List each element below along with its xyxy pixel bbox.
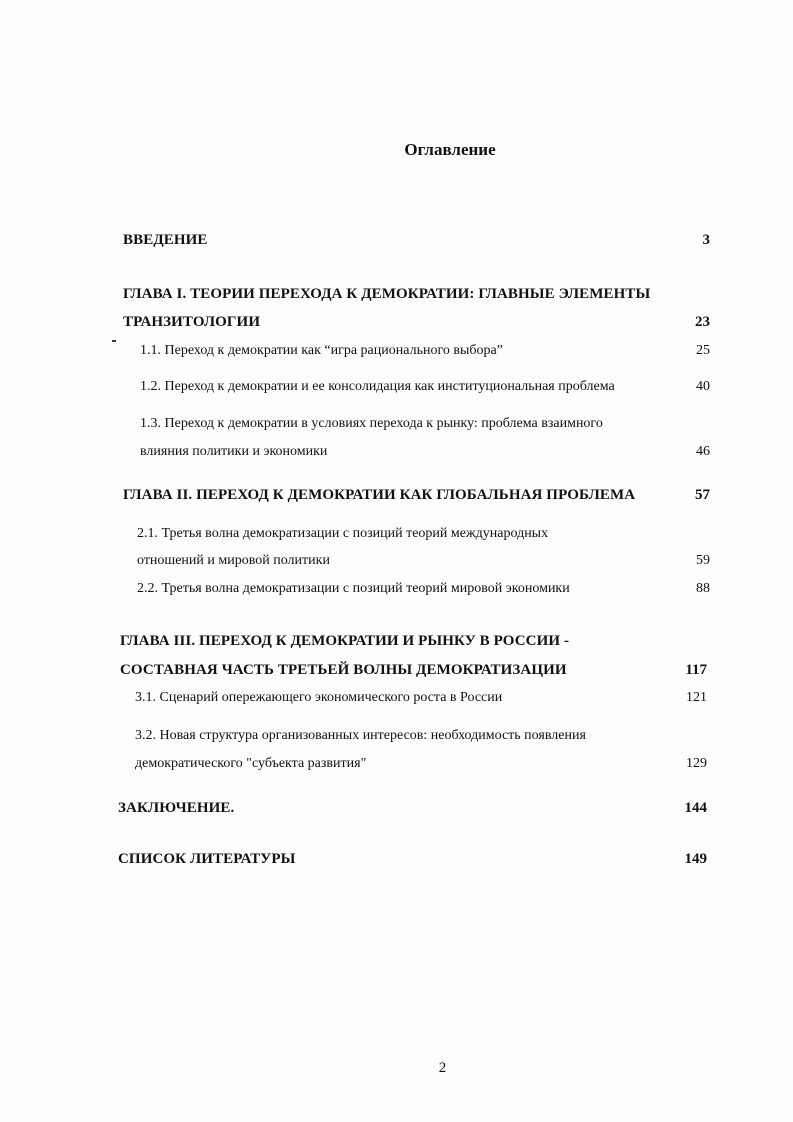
toc-chapter2-label: ГЛАВА II. ПЕРЕХОД К ДЕМОКРАТИИ КАК ГЛОБАЛЬНАЯ ПРОБЛЕМА [123,487,636,503]
toc-section-3-1-page: 121 [686,690,707,705]
toc-section-2-2-label: 2.2. Третья волна демократизации с позиций теорий мировой экономики [137,581,570,596]
toc-references-label: СПИСОК ЛИТЕРАТУРЫ [118,851,296,867]
toc-section-1-3-line2: влияния политики и экономики [140,444,328,459]
toc-section-3-2-line1: 3.2. Новая структура организованных интересов: необходимость появления [135,728,586,743]
toc-chapter3-line1: ГЛАВА III. ПЕРЕХОД К ДЕМОКРАТИИ И РЫНКУ В РОССИИ - [120,633,570,649]
toc-section-3-2-page: 129 [686,756,707,771]
toc-section-1-1-label: 1.1. Переход к демократии как “игра рационального выбора” [140,343,503,358]
toc-section-2-1-line1: 2.1. Третья волна демократизации с позиций теорий международных [137,526,549,541]
toc-section-1-3-page: 46 [696,444,710,459]
toc-chapter1-line2: ТРАНЗИТОЛОГИИ [123,314,261,330]
page-number: 2 [438,1060,447,1076]
toc-chapter3-line2: СОСТАВНАЯ ЧАСТЬ ТРЕТЬЕЙ ВОЛНЫ ДЕМОКРАТИЗАЦИИ [120,662,567,678]
toc-section-2-1-page: 59 [696,553,710,568]
toc-section-1-1-page: 25 [696,343,710,358]
toc-section-3-2-line2: демократического "субъекта развития" [135,756,367,771]
toc-section-2-1-line2: отношений и мировой политики [137,553,330,568]
toc-conclusion-page: 144 [684,800,707,816]
toc-intro-label: ВВЕДЕНИЕ [123,232,208,248]
toc-chapter2-page: 57 [695,487,710,503]
toc-chapter3-page: 117 [685,662,707,678]
toc-title: Оглавление [404,140,496,159]
toc-intro-page: 3 [702,232,710,248]
scan-speck [112,340,116,342]
toc-section-3-1-label: 3.1. Сценарий опережающего экономического роста в России [135,690,503,705]
toc-section-1-2-label: 1.2. Переход к демократии и ее консолидация как институциональная проблема [140,379,615,394]
toc-section-1-3-line1: 1.3. Переход к демократии в условиях перехода к рынку: проблема взаимного [140,416,603,431]
toc-section-1-2-page: 40 [696,379,710,394]
toc-chapter1-line1: ГЛАВА I. ТЕОРИИ ПЕРЕХОДА К ДЕМОКРАТИИ: ГЛАВНЫЕ ЭЛЕМЕНТЫ [123,286,651,302]
toc-conclusion-label: ЗАКЛЮЧЕНИЕ. [118,800,235,816]
toc-references-page: 149 [684,851,707,867]
toc-section-2-2-page: 88 [696,581,710,596]
toc-chapter1-page: 23 [695,314,710,330]
